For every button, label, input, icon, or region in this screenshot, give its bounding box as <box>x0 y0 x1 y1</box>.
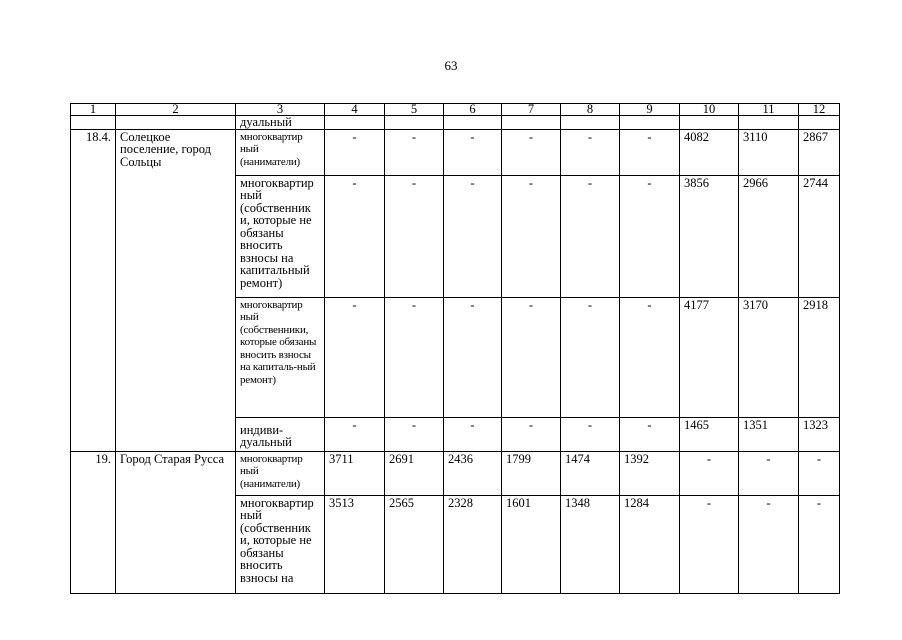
value-cell: 2966 <box>739 175 799 297</box>
table-row <box>71 129 840 175</box>
value-cell: - <box>385 297 444 417</box>
column-header: 6 <box>444 104 502 116</box>
housing-type-cell: многоквартир ный (собственники, которые обязаны вносить взносы на капиталь-ный ремонт) <box>236 297 325 417</box>
value-cell: - <box>739 495 799 593</box>
value-cell: 1351 <box>739 417 799 451</box>
value-cell: 1392 <box>620 451 680 495</box>
value-cell: 2744 <box>799 175 840 297</box>
value-cell: - <box>561 297 620 417</box>
column-header: 1 <box>71 104 116 116</box>
value-cell: - <box>502 129 561 175</box>
row-number: 19. <box>71 451 116 593</box>
value-cell: - <box>444 129 502 175</box>
housing-type-cell: многоквартир ный (наниматели) <box>236 451 325 495</box>
housing-type-cell: многоквартир ный (собственник и, которые не обязаны вносить взносы на капитальный ремонт) <box>236 175 325 297</box>
value-cell: 4082 <box>680 129 739 175</box>
value-cell: - <box>444 175 502 297</box>
housing-type-cell: индиви- дуальный <box>236 417 325 451</box>
column-header: 12 <box>799 104 840 116</box>
value-cell: 3513 <box>325 495 385 593</box>
value-cell: 3856 <box>680 175 739 297</box>
value-cell: 1601 <box>502 495 561 593</box>
value-cell: - <box>444 297 502 417</box>
value-cell: 3711 <box>325 451 385 495</box>
column-header: 7 <box>502 104 561 116</box>
value-cell: 1474 <box>561 451 620 495</box>
table-row <box>71 451 840 495</box>
settlement-name: Солецкое поселение, город Сольцы <box>116 129 236 451</box>
value-cell: - <box>385 175 444 297</box>
column-number-row <box>71 104 840 116</box>
value-cell: - <box>561 175 620 297</box>
value-cell: - <box>502 417 561 451</box>
value-cell: - <box>799 451 840 495</box>
value-cell: - <box>444 417 502 451</box>
value-cell: - <box>680 495 739 593</box>
value-cell: - <box>739 451 799 495</box>
column-header: 3 <box>236 104 325 116</box>
value-cell: - <box>325 129 385 175</box>
value-cell: 3170 <box>739 297 799 417</box>
column-header: 5 <box>385 104 444 116</box>
value-cell: - <box>561 417 620 451</box>
value-cell: - <box>680 451 739 495</box>
settlement-name: Город Старая Русса <box>116 451 236 593</box>
value-cell: - <box>799 495 840 593</box>
value-cell: - <box>561 129 620 175</box>
value-cell: - <box>385 129 444 175</box>
column-header: 2 <box>116 104 236 116</box>
page-number: 63 <box>444 58 458 73</box>
value-cell: 2867 <box>799 129 840 175</box>
value-cell: 1348 <box>561 495 620 593</box>
column-header: 9 <box>620 104 680 116</box>
value-cell: - <box>620 417 680 451</box>
value-cell: 2436 <box>444 451 502 495</box>
column-header: 10 <box>680 104 739 116</box>
value-cell: 1284 <box>620 495 680 593</box>
value-cell: - <box>502 175 561 297</box>
value-cell: - <box>620 297 680 417</box>
value-cell: 2565 <box>385 495 444 593</box>
value-cell: - <box>325 175 385 297</box>
value-cell: 1465 <box>680 417 739 451</box>
housing-type-cell: многоквартир ный (наниматели) <box>236 129 325 175</box>
value-cell: 1323 <box>799 417 840 451</box>
value-cell: - <box>502 297 561 417</box>
value-cell: 1799 <box>502 451 561 495</box>
housing-type-cell: дуальный <box>236 116 325 130</box>
tariff-table <box>70 103 840 594</box>
value-cell: - <box>325 417 385 451</box>
value-cell: 2918 <box>799 297 840 417</box>
value-cell: - <box>325 297 385 417</box>
row-number: 18.4. <box>71 129 116 451</box>
column-header: 11 <box>739 104 799 116</box>
column-header: 4 <box>325 104 385 116</box>
column-header: 8 <box>561 104 620 116</box>
value-cell: - <box>620 129 680 175</box>
value-cell: 2328 <box>444 495 502 593</box>
housing-type-cell: многоквартир ный (собственник и, которые не обязаны вносить взносы на <box>236 495 325 593</box>
continuation-row <box>71 116 840 130</box>
value-cell: 2691 <box>385 451 444 495</box>
value-cell: - <box>385 417 444 451</box>
value-cell: - <box>620 175 680 297</box>
value-cell: 3110 <box>739 129 799 175</box>
value-cell: 4177 <box>680 297 739 417</box>
